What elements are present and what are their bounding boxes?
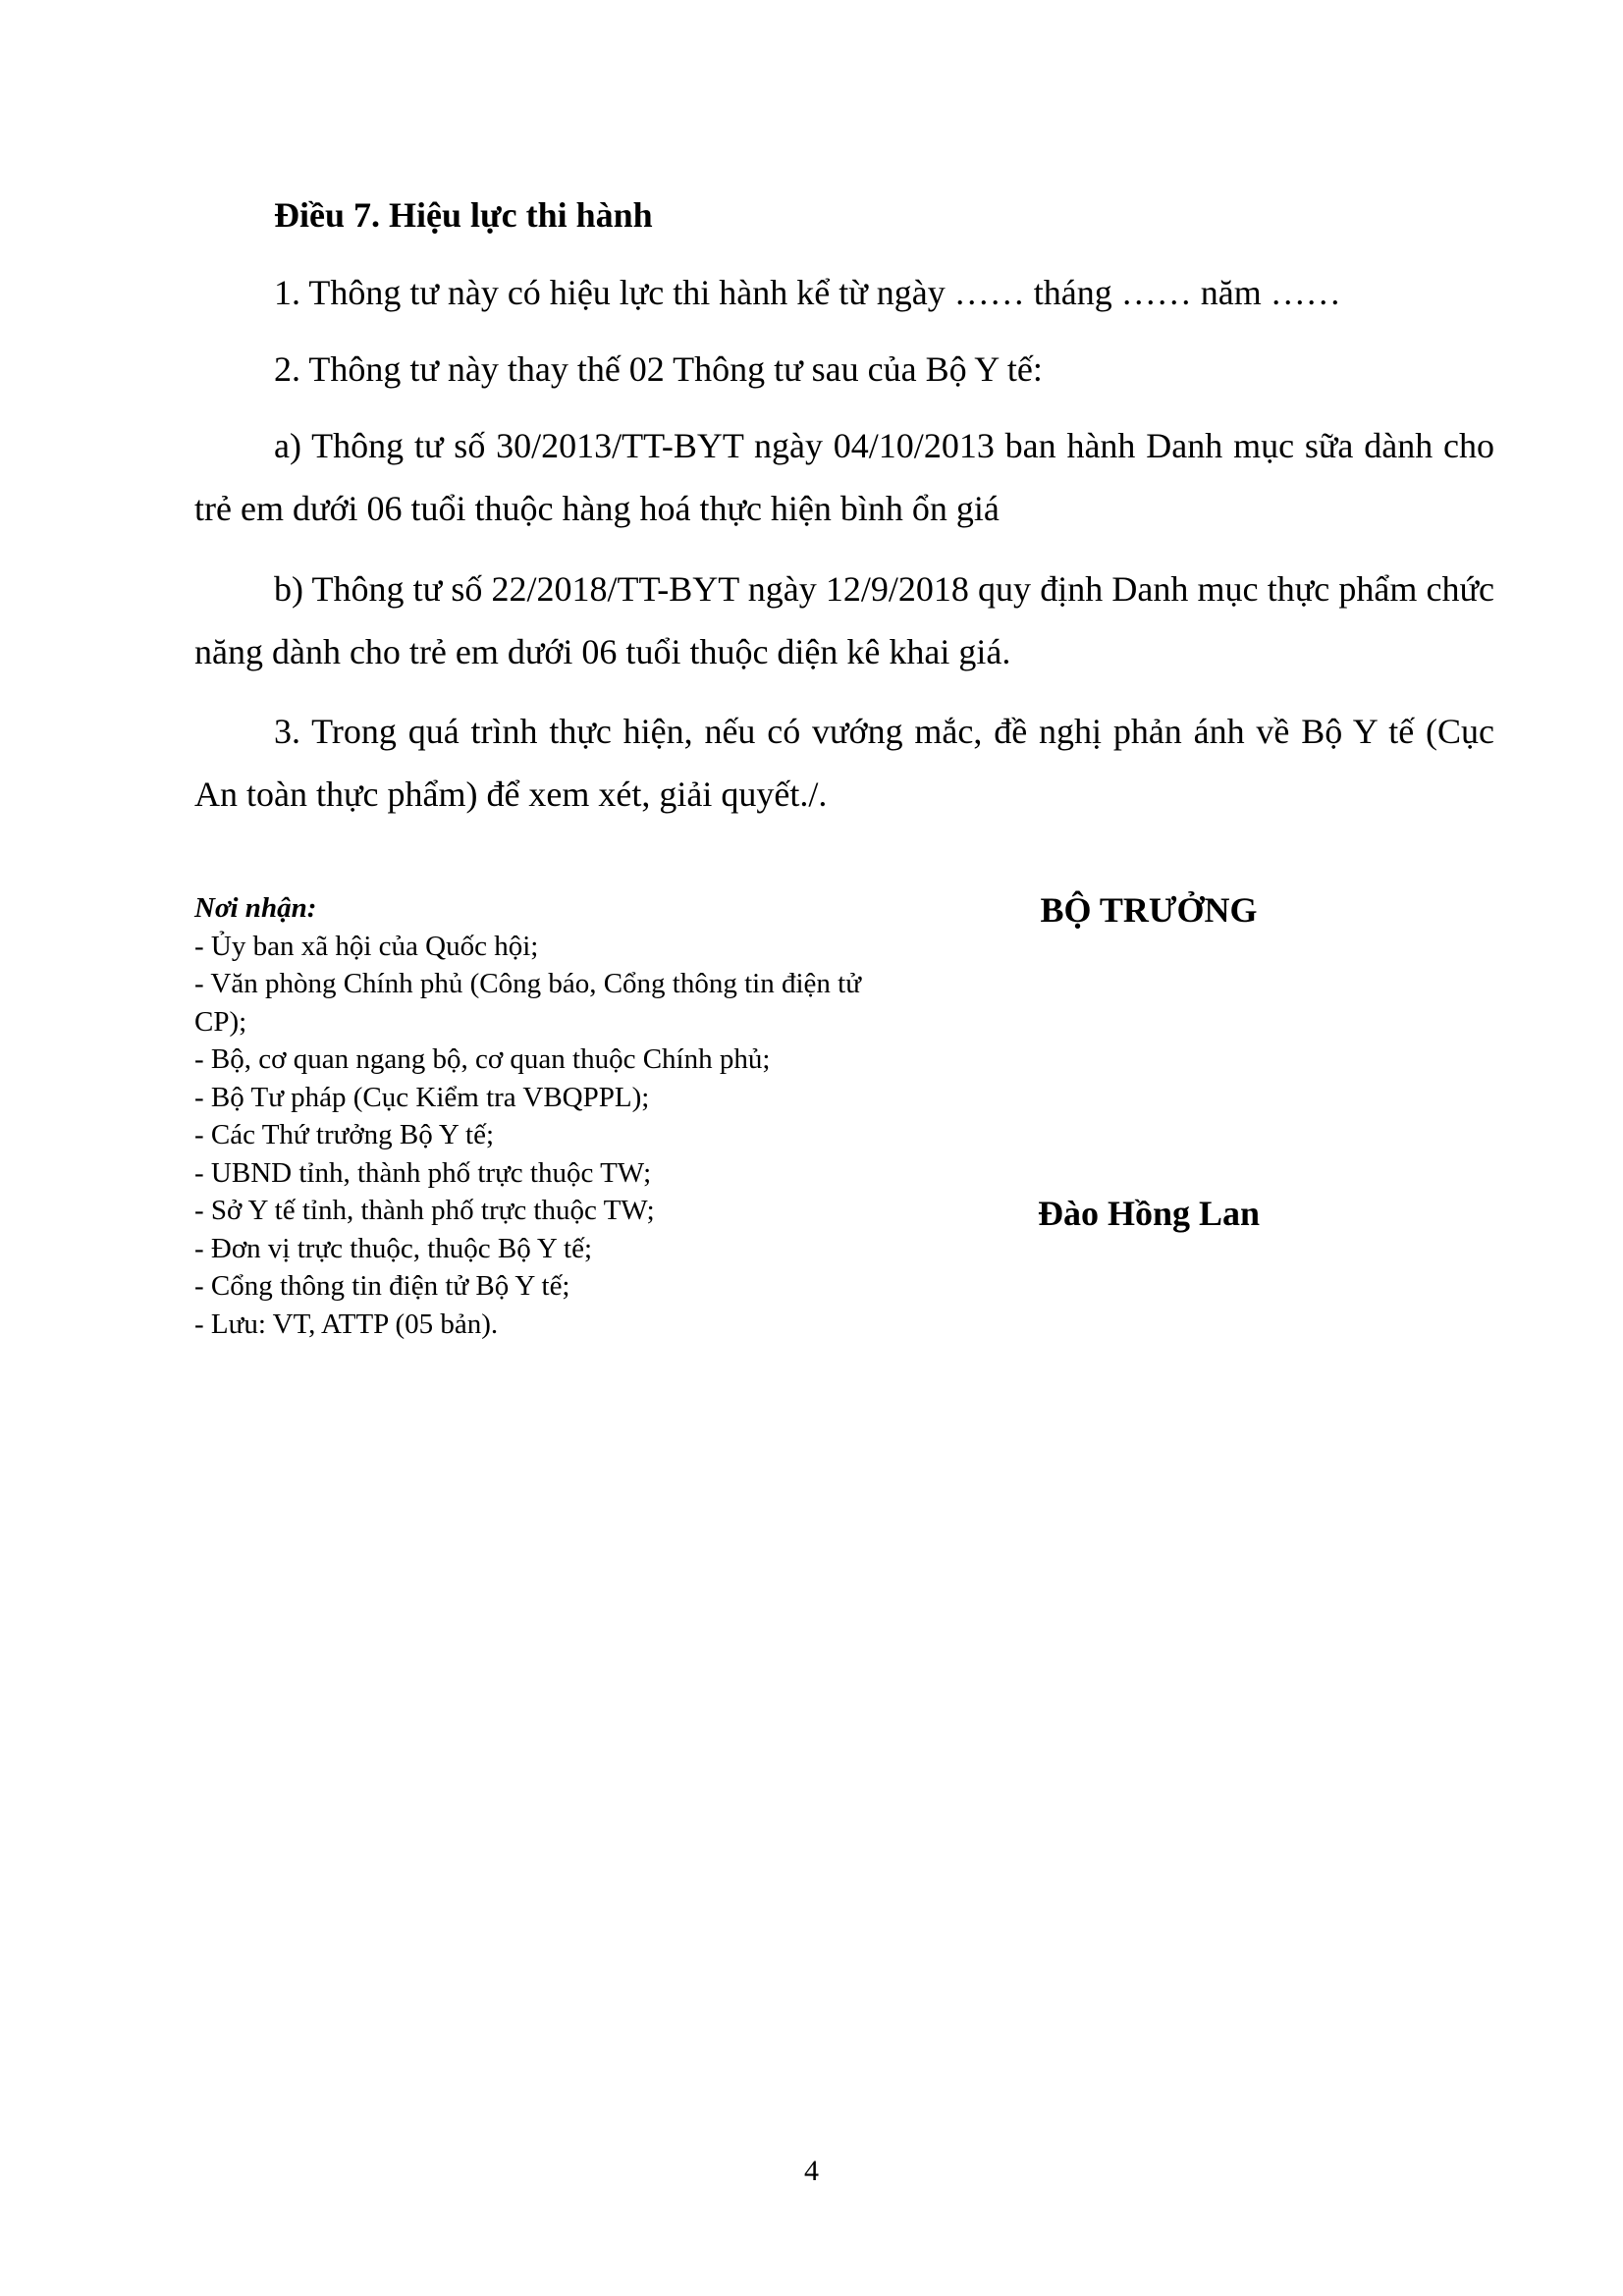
recipient-item: - Lưu: VT, ATTP (05 bản). <box>194 1308 499 1340</box>
page-number: 4 <box>804 2155 819 2187</box>
recipient-item: - Bộ, cơ quan ngang bộ, cơ quan thuộc Chính phủ; <box>194 1043 771 1075</box>
paragraph-replacement: 2. Thông tư này thay thế 02 Thông tư sau của Bộ Y tế: <box>274 349 1043 389</box>
recipients-list <box>194 928 901 1344</box>
signer-name: Đào Hồng Lan <box>1037 1194 1261 1233</box>
recipients-title: Nơi nhận: <box>194 892 317 924</box>
recipient-item: - Bộ Tư pháp (Cục Kiểm tra VBQPPL); <box>194 1081 650 1113</box>
signer-position: BỘ TRƯỞNG <box>1040 890 1258 930</box>
paragraph-circular-b: b) Thông tư số 22/2018/TT-BYT ngày 12/9/2018 quy định Danh mục thực phẩm chức năng dành cho trẻ em dưới 06 tuổi thuộc diện kê khai giá. <box>194 569 1494 671</box>
recipient-item: - UBND tỉnh, thành phố trực thuộc TW; <box>194 1156 652 1189</box>
recipient-item: - Các Thứ trưởng Bộ Y tế; <box>194 1119 495 1150</box>
recipient-item: - Đơn vị trực thuộc, thuộc Bộ Y tế; <box>194 1232 593 1264</box>
recipient-item: - Văn phòng Chính phủ (Công báo, Cổng thông tin điện tử CP); <box>194 968 861 1038</box>
recipients-block <box>194 889 901 1343</box>
paragraph-circular-a: a) Thông tư số 30/2013/TT-BYT ngày 04/10/2013 ban hành Danh mục sữa dành cho trẻ em dưới 06 tuổi thuộc hàng hoá thực hiện bình ổn giá <box>194 426 1494 528</box>
paragraph-effective-date: 1. Thông tư này có hiệu lực thi hành kể từ ngày …… tháng …… năm …… <box>274 273 1341 312</box>
paragraph-issues: 3. Trong quá trình thực hiện, nếu có vướng mắc, đề nghị phản ánh về Bộ Y tế (Cục An toàn thực phẩm) để xem xét, giải quyết./. <box>194 712 1494 814</box>
recipient-item: - Ủy ban xã hội của Quốc hội; <box>194 930 539 962</box>
article-title: Điều 7. Hiệu lực thi hành <box>274 195 653 235</box>
recipient-item: - Sở Y tế tỉnh, thành phố trực thuộc TW; <box>194 1195 655 1226</box>
recipient-item: - Cổng thông tin điện tử Bộ Y tế; <box>194 1270 570 1302</box>
